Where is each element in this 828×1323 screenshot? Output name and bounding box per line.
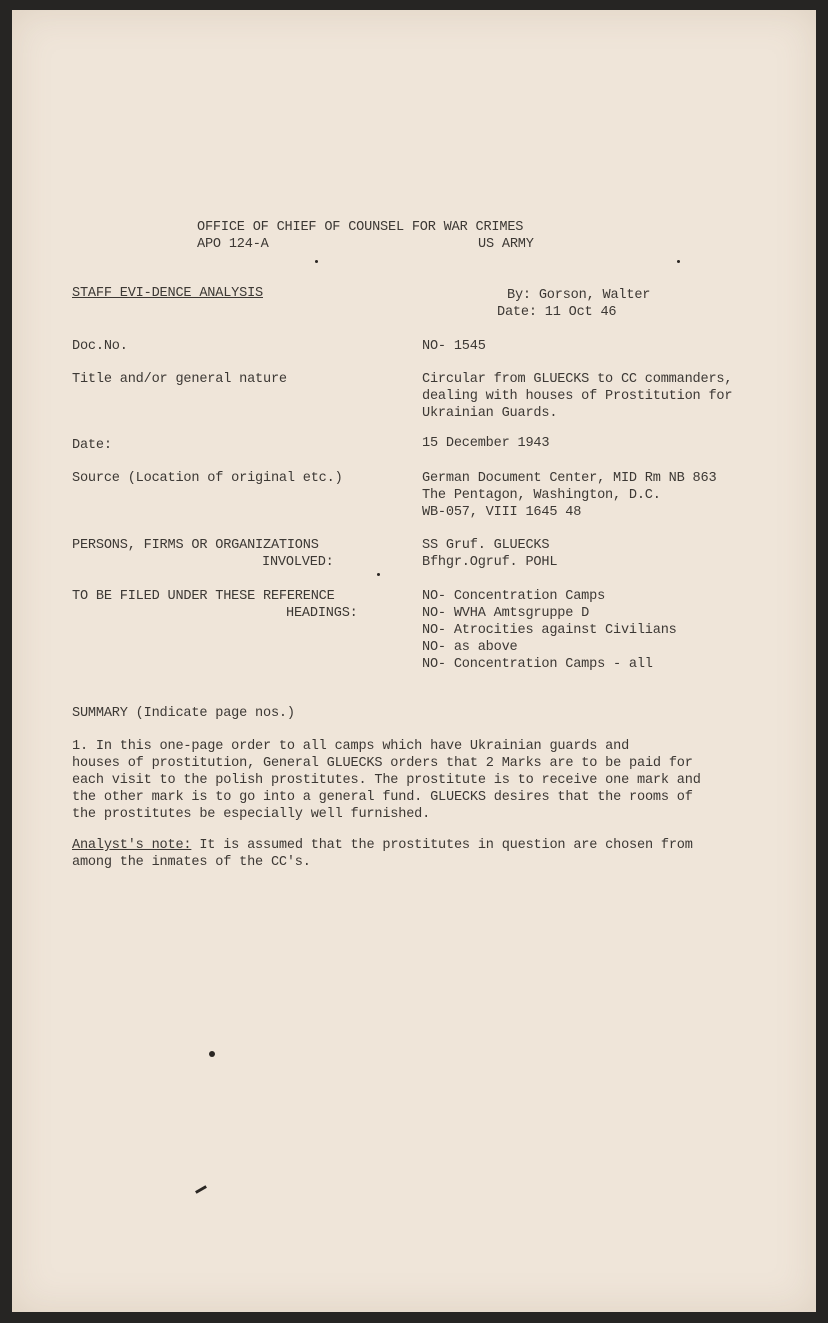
- filed-label-line: TO BE FILED UNDER THESE REFERENCE: [72, 589, 335, 604]
- filed-label-line: HEADINGS:: [286, 606, 358, 621]
- source-value-line: The Pentagon, Washington, D.C.: [422, 488, 661, 503]
- title-value-line: Circular from GLUECKS to CC commanders,: [422, 372, 733, 387]
- persons-value-line: Bfhgr.Ogruf. POHL: [422, 555, 558, 570]
- apo-number: APO 124-A: [197, 237, 269, 252]
- filed-value: [422, 588, 677, 673]
- persons-label-line: PERSONS, FIRMS OR ORGANIZATIONS: [72, 538, 319, 553]
- ink-speck: [377, 573, 380, 576]
- ink-speck: [677, 260, 680, 263]
- analysis-date: Date: 11 Oct 46: [497, 305, 617, 320]
- ink-mark: [195, 1185, 207, 1194]
- doc-no-label: Doc.No.: [72, 339, 128, 354]
- title-value-line: dealing with houses of Prostitution for: [422, 389, 733, 404]
- analyst-note-text: It is assumed that the prostitutes in question are chosen from: [191, 838, 693, 853]
- filed-value-line: NO- Concentration Camps: [422, 589, 606, 604]
- title-value: [422, 371, 732, 422]
- filed-value-line: NO- Atrocities against Civilians: [422, 623, 677, 638]
- analyst-note-continuation: among the inmates of the CC's.: [72, 855, 311, 870]
- filed-label: [72, 588, 358, 622]
- ink-speck: [209, 1051, 215, 1057]
- document-page: [12, 10, 816, 1312]
- source-value-line: WB-057, VIII 1645 48: [422, 505, 582, 520]
- analyst-name: By: Gorson, Walter: [507, 288, 651, 303]
- date-label: Date:: [72, 438, 112, 453]
- office-heading: OFFICE OF CHIEF OF COUNSEL FOR WAR CRIMES: [197, 220, 524, 235]
- army-label: US ARMY: [478, 237, 534, 252]
- filed-value-line: NO- as above: [422, 640, 518, 655]
- persons-label-line: INVOLVED:: [262, 555, 334, 570]
- summary-line: each visit to the polish prostitutes. The prostitute is to receive one mark and: [72, 773, 701, 788]
- analyst-note: [72, 837, 693, 854]
- source-value-line: German Document Center, MID Rm NB 863: [422, 471, 717, 486]
- source-value: [422, 470, 716, 521]
- persons-label: [72, 537, 334, 571]
- summary-paragraph: [72, 738, 701, 823]
- analyst-note-label: Analyst's note:: [72, 838, 192, 853]
- summary-line: 1. In this one-page order to all camps which have Ukrainian guards and: [72, 739, 630, 754]
- doc-no-value: NO- 1545: [422, 339, 486, 354]
- filed-value-line: NO- WVHA Amtsgruppe D: [422, 606, 590, 621]
- summary-line: houses of prostitution, General GLUECKS orders that 2 Marks are to be paid for: [72, 756, 693, 771]
- persons-value-line: SS Gruf. GLUECKS: [422, 538, 550, 553]
- ink-speck: [315, 260, 318, 263]
- title-label: Title and/or general nature: [72, 372, 287, 387]
- summary-line: the prostitutes be especially well furnished.: [72, 807, 431, 822]
- summary-heading: SUMMARY (Indicate page nos.): [72, 706, 295, 721]
- persons-value: [422, 537, 557, 571]
- analysis-title: STAFF EVI-DENCE ANALYSIS: [72, 286, 263, 301]
- filed-value-line: NO- Concentration Camps - all: [422, 657, 653, 672]
- source-label: Source (Location of original etc.): [72, 471, 343, 486]
- date-value: 15 December 1943: [422, 436, 550, 451]
- summary-line: the other mark is to go into a general fund. GLUECKS desires that the rooms of: [72, 790, 693, 805]
- title-value-line: Ukrainian Guards.: [422, 406, 558, 421]
